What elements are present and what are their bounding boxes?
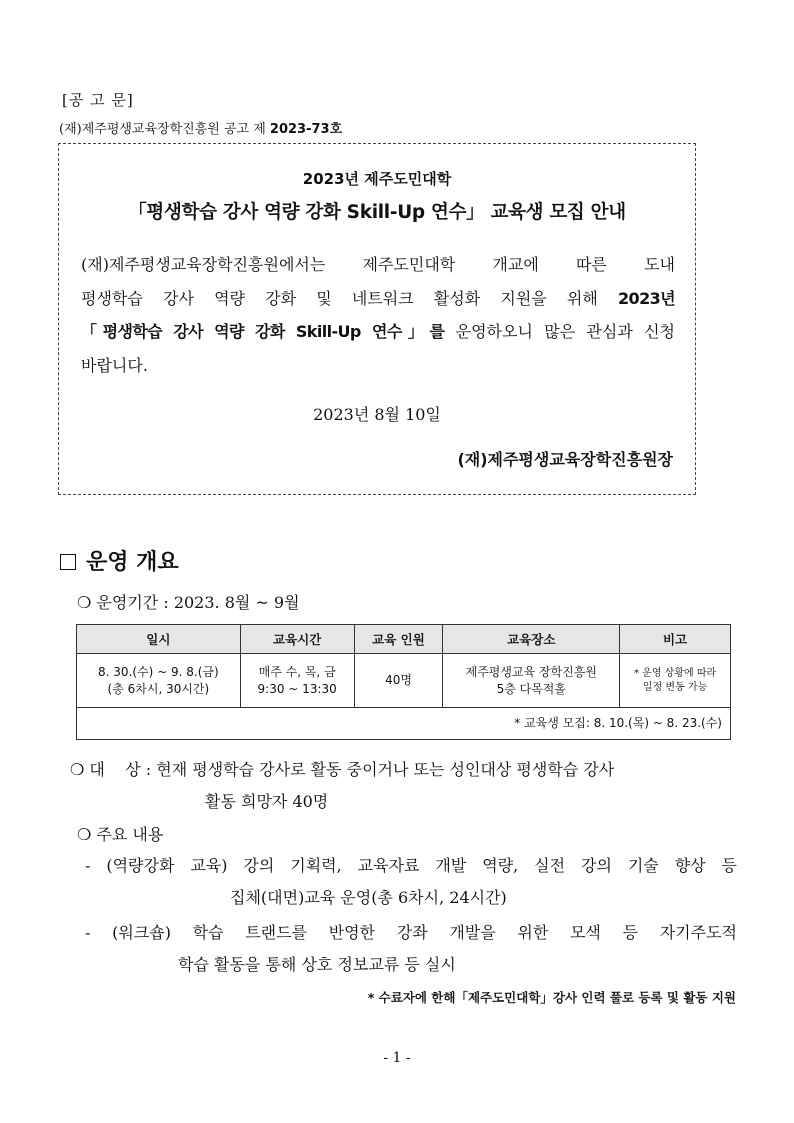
cell-line: 제주평생교육 장학진흥원 xyxy=(465,664,597,679)
cell-line: 매주 수, 목, 금 xyxy=(258,664,336,679)
target-label: ❍ 대 상 : xyxy=(70,760,157,779)
target-text: 현재 평생학습 강사로 활동 중이거나 또는 성인대상 평생학습 강사 xyxy=(156,760,615,779)
table-header-cell: 교육 인원 xyxy=(354,625,443,654)
checkbox-square-icon xyxy=(60,554,76,570)
table-footer-cell: * 교육생 모집: 8. 10.(목) ~ 8. 23.(수) xyxy=(77,708,731,740)
main-content-label: ❍ 주요 내용 xyxy=(77,825,164,844)
doc-number-line xyxy=(59,118,342,137)
operation-period: ❍ 운영기간 : 2023. 8월 ~ 9월 xyxy=(77,593,300,612)
doc-number-prefix: (재)제주평생교육장학진흥원 공고 제 xyxy=(59,122,270,137)
table-row xyxy=(77,654,731,708)
notice-body-line: (재)제주평생교육장학진흥원에서는 제주도민대학 개교에 따른 도내 xyxy=(81,255,675,274)
cell-line: 5층 다목적홀 xyxy=(496,681,566,696)
cell-line: 일정 변동 가능 xyxy=(642,681,708,693)
doc-number: 2023-73호 xyxy=(269,122,343,137)
target-continuation: 활동 희망자 40명 xyxy=(205,792,329,811)
cell-line: * 운영 상황에 따라 xyxy=(633,667,717,679)
table-cell-time xyxy=(240,654,354,708)
notice-title: 「평생학습 강사 역량 강화 Skill-Up 연수」 교육생 모집 안내 xyxy=(128,202,626,223)
cell-line: 9:30 ~ 13:30 xyxy=(257,681,337,696)
page-number: - 1 - xyxy=(383,1050,411,1066)
notice-body-line xyxy=(81,282,675,316)
table-cell-place xyxy=(443,654,620,708)
table-cell-date xyxy=(77,654,241,708)
content-item-continuation: 집체(대면)교육 운영(총 6차시, 24시간) xyxy=(230,888,507,907)
content-item: - (워크숍) 학습 트랜드를 반영한 강좌 개발을 위한 모색 등 자기주도적 xyxy=(85,923,737,942)
table-header-cell: 교육장소 xyxy=(443,625,620,654)
content-item: - (역량강화 교육) 강의 기획력, 교육자료 개발 역량, 실전 강의 기술 향상 등 xyxy=(85,856,737,875)
section-header xyxy=(60,545,179,576)
notice-body-line: 바랍니다. xyxy=(81,355,148,375)
table-header-cell: 교육시간 xyxy=(240,625,354,654)
notice-body-bold: 2023년 xyxy=(618,288,675,308)
table-header-cell: 일시 xyxy=(77,625,241,654)
footnote: * 수료자에 한해「제주도민대학」강사 인력 풀로 등록 및 활동 지원 xyxy=(367,990,736,1005)
doc-type-label: [공 고 문] xyxy=(62,91,134,109)
notice-body-text: 운영하오니 많은 관심과 신청 xyxy=(444,322,675,341)
notice-subtitle: 2023년 제주도민대학 xyxy=(302,170,452,188)
table-header-cell: 비고 xyxy=(620,625,731,654)
table-footer-row xyxy=(77,708,731,740)
schedule-table xyxy=(76,624,731,740)
notice-body-line xyxy=(81,315,675,349)
notice-body-text: 평생학습 강사 역량 강화 및 네트워크 활성화 지원을 위해 xyxy=(81,288,618,308)
cell-line: (총 6차시, 30시간) xyxy=(107,681,210,696)
notice-box xyxy=(58,143,696,495)
notice-body xyxy=(81,248,675,382)
cell-line: 8. 30.(수) ~ 9. 8.(금) xyxy=(98,664,219,679)
section-title: 운영 개요 xyxy=(86,550,179,575)
notice-issuer: (재)제주평생교육장학진흥원장 xyxy=(457,450,673,469)
content-item-continuation: 학습 활동을 통해 상호 정보교류 등 실시 xyxy=(178,955,456,974)
table-cell-count: 40명 xyxy=(354,654,443,708)
notice-body-bold: 「평생학습 강사 역량 강화 Skill-Up 연수」를 xyxy=(81,322,445,341)
target-line xyxy=(70,757,614,780)
table-header-row xyxy=(77,625,731,654)
table-cell-note xyxy=(620,654,731,708)
notice-date: 2023년 8월 10일 xyxy=(313,405,441,424)
